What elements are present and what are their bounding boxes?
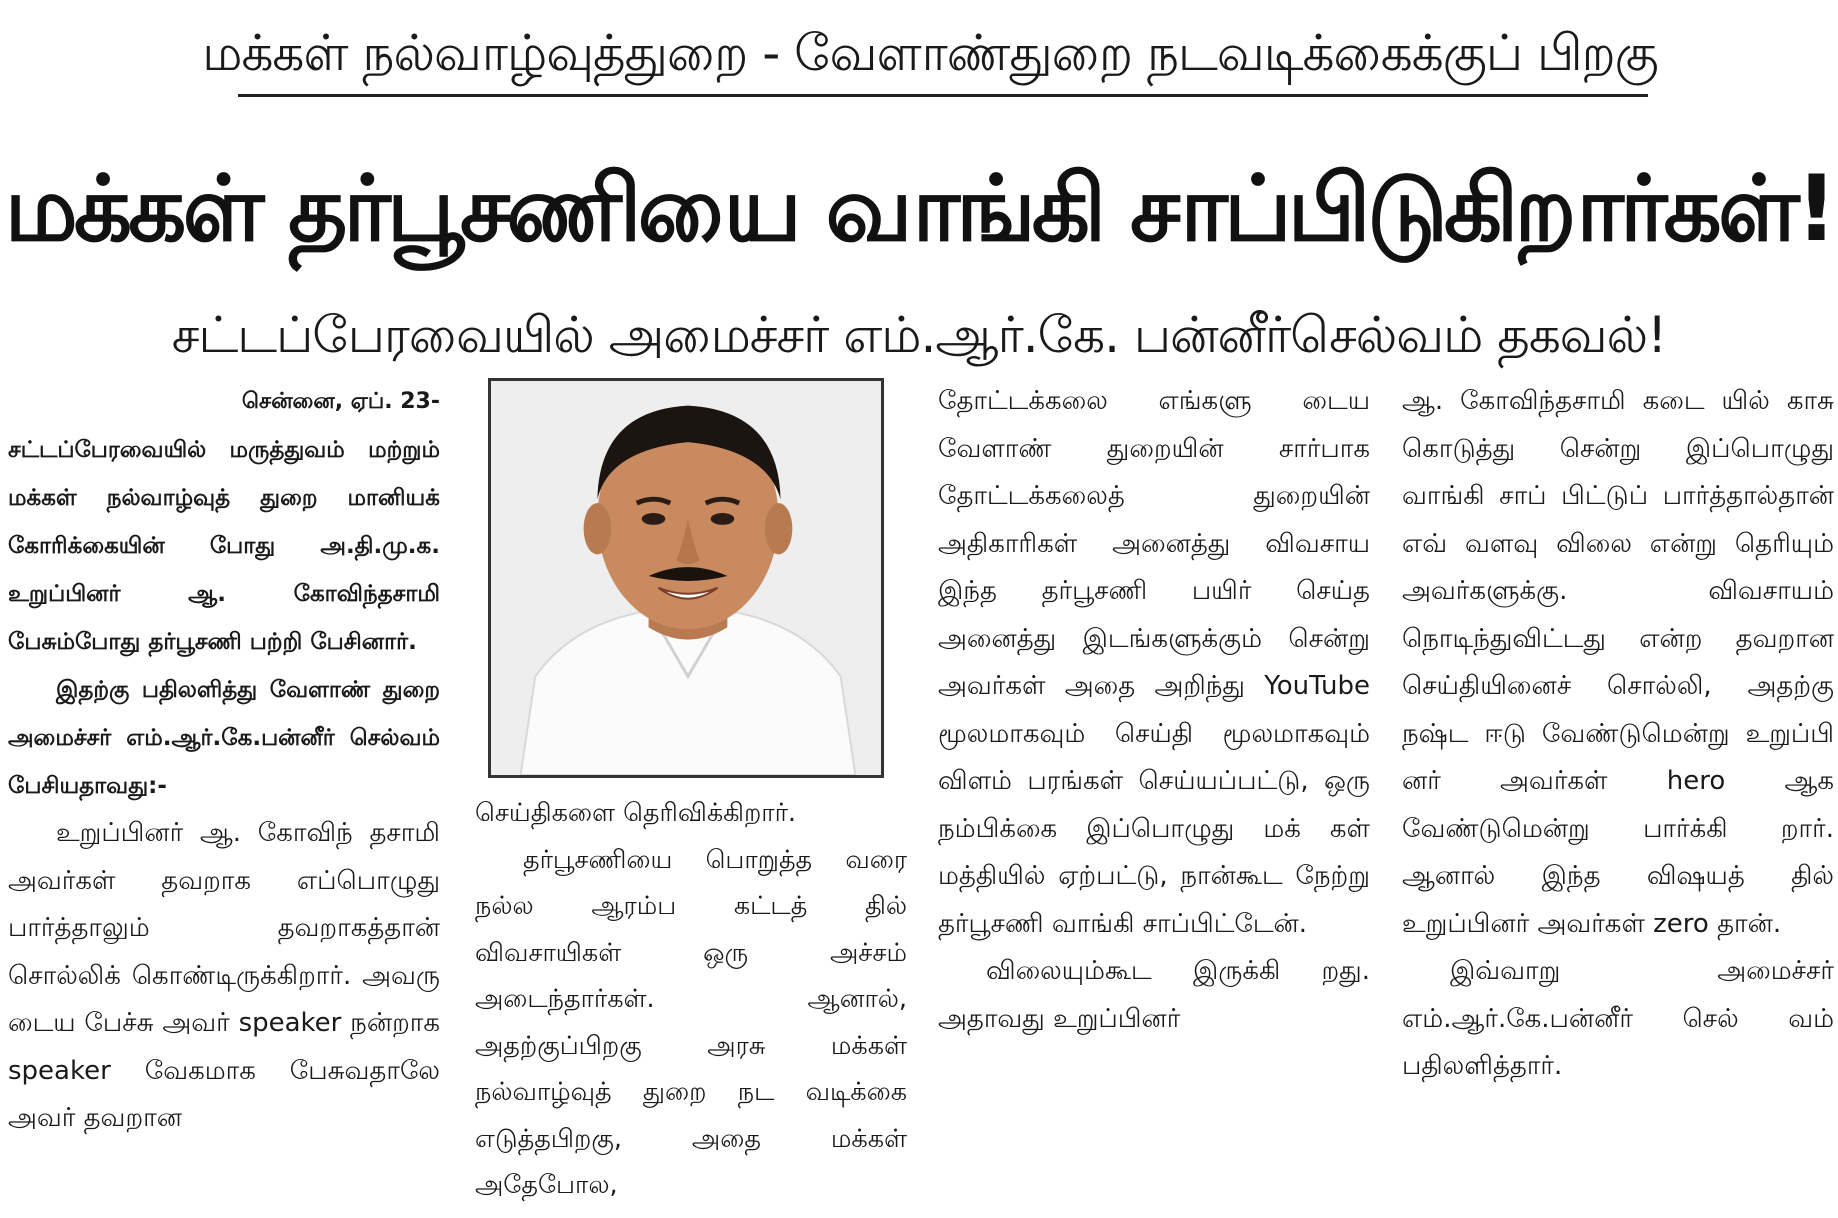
column-body: [938, 378, 1370, 1043]
body-paragraph: ஆ. கோவிந்தசாமி கடை யில் காசு கொடுத்து சென்று இப்பொழுது வாங்கி சாப் பிட்டுப் பார்த்தால்தான் எவ் வளவு விலை என்று தெரியும் அவர்களுக்கு. விவசாயம் நொடிந்துவிட்டது என்ற தவறான செய்தியினைச் சொல்லி, அதற்கு நஷ்ட ஈடு வேண்டுமென்று உறுப்பி னர் அவர்கள் hero ஆக வேண்டுமென்று பார்க்கி றார். ஆனால் இந்த விஷயத் தில் உறுப்பினர் அவர்கள் zero தான்.: [1402, 386, 1834, 939]
column-body: [1402, 378, 1834, 1091]
body-paragraph: இவ்வாறு அமைச்சர் எம்.ஆர்.கே.பன்னீர் செல் வம் பதிலளித்தார்.: [1402, 956, 1834, 1081]
body-paragraph: உறுப்பினர் ஆ. கோவிந் தசாமி அவர்கள் தவறாக எப்பொழுது பார்த்தாலும் தவறாகத்தான் சொல்லிக் கொண்டிருக்கிறார். அவரு டைய பேச்சு அவர் speaker நன்றாக speaker வேகமாக பேசுவதாலே அவர் தவறான: [8, 818, 440, 1133]
main-headline: மக்கள் தர்பூசணியை வாங்கி சாப்பிடுகிறார்கள்!: [4, 157, 1834, 262]
body-paragraph: தோட்டக்கலை எங்களு டைய வேளாண் துறையின் சார்பாக தோட்டக்கலைத் துறையின் அதிகாரிகள் அனைத்து விவசாய இந்த தர்பூசணி பயிர் செய்த அனைத்து இடங்களுக்கும் சென்று அவர்கள் அதை அறிந்து YouTube மூலமாகவும் செய்தி மூலமாகவும் விளம் பரங்கள் செய்யப்பட்டு, ஒரு நம்பிக்கை இப்பொழுது மக் கள் மத்தியில் ஏற்பட்டு, நான்கூட நேற்று தர்பூசணி வாங்கி சாப்பிட்டேன்.: [938, 386, 1370, 939]
dateline: சென்னை, ஏப். 23-: [241, 389, 440, 414]
column-4: [1402, 378, 1834, 1091]
lead-paragraph: இதற்கு பதிலளித்து வேளாண் துறை அமைச்சர் எம்.ஆர்.கே.பன்னீர் செல்வம் பேசியதாவது:-: [8, 677, 440, 799]
body-paragraph: செய்திகளை தெரிவிக்கிறார்.: [475, 798, 797, 828]
column-1: [8, 378, 440, 1143]
column-body: [475, 790, 907, 1209]
body-paragraph: விலையும்கூட இருக்கி றது. அதாவது உறுப்பினர்: [938, 956, 1370, 1034]
subheadline: சட்டப்பேரவையில் அமைச்சர் எம்.ஆர்.கே. பன்னீர்செல்வம் தகவல்!: [171, 306, 1667, 364]
kicker-headline: மக்கள் நல்வாழ்வுத்துறை - வேளாண்துறை நடவடிக்கைக்குப் பிறகு: [202, 24, 1658, 82]
kicker-divider: [238, 94, 1648, 97]
lead-paragraphs: [8, 426, 440, 810]
column-2: [475, 378, 907, 1209]
lead-paragraph: சட்டப்பேரவையில் மருத்துவம் மற்றும் மக்கள் நல்வாழ்வுத் துறை மானியக் கோரிக்கையின் போது அ.தி.மு.க. உறுப்பினர் ஆ. கோவிந்தசாமி பேசும்போது தர்பூசணி பற்றி பேசினார்.: [8, 437, 440, 655]
column-body: [8, 810, 440, 1143]
body-paragraph: தர்பூசணியை பொறுத்த வரை நல்ல ஆரம்ப கட்டத் தில் விவசாயிகள் ஒரு அச்சம் அடைந்தார்கள். ஆனால், அதற்குப்பிறகு அரசு மக்கள் நல்வாழ்வுத் துறை நட வடிக்கை எடுத்தபிறகு, அதை மக்கள் அதேபோல,: [475, 844, 907, 1201]
column-3: [938, 378, 1370, 1043]
